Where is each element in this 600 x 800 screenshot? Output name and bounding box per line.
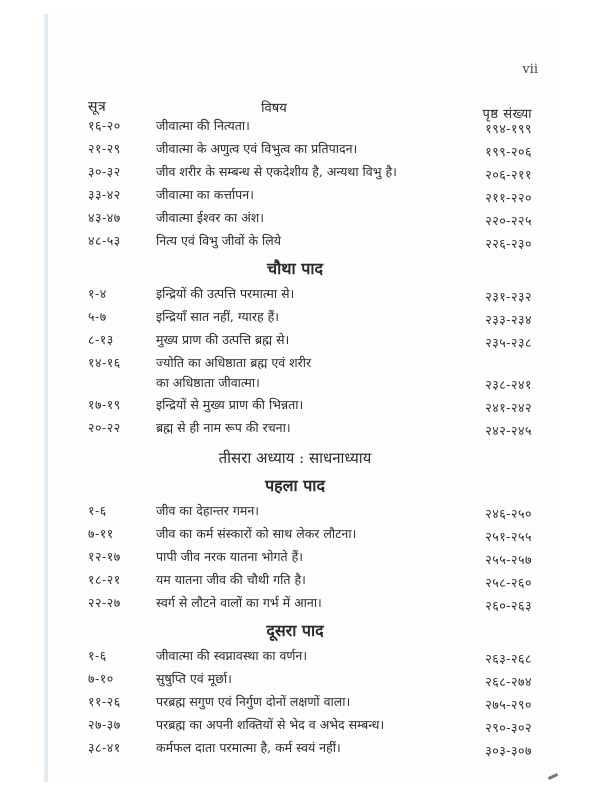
toc-row [88, 395, 532, 418]
topic-text: यम यातना जीव की चौथी गति है। [156, 572, 306, 587]
topic-text: जीव का कर्म संस्कारों को साथ लेकर लौटना। [156, 526, 357, 541]
page-number: vii [522, 62, 538, 77]
page-range: २५५-२५७ [485, 552, 532, 567]
page-range: २३५-२३८ [485, 335, 532, 350]
page-range: ३०३-३०७ [485, 743, 532, 758]
table-of-contents [88, 88, 532, 761]
topic-text: सुषुप्ति एवं मूर्छा। [156, 671, 232, 686]
sutra-range: ११-२६ [88, 694, 121, 709]
section-title: चौथा पाद [267, 259, 323, 278]
page-range: २५८-२६० [485, 575, 532, 590]
toc-row [88, 570, 532, 593]
toc-row [88, 162, 532, 185]
topic-line-2: का अधिष्ठाता जीवात्मा। [156, 375, 260, 390]
page-range: १९९-२०६ [485, 144, 532, 159]
toc-row [88, 547, 532, 570]
chapter-title: तीसरा अध्याय : साधनाध्याय [218, 449, 372, 467]
page-range: २६८-२७४ [485, 674, 532, 689]
sutra-range: १-६ [88, 503, 107, 518]
toc-row [88, 715, 532, 738]
toc-row [88, 307, 532, 330]
header-sutra: सूत्र [88, 99, 107, 115]
toc-row [88, 593, 532, 616]
toc-row [88, 692, 532, 715]
topic-text: इन्द्रियों की उत्पत्ति परमात्मा से। [156, 286, 295, 301]
page-range: २६०-२६३ [485, 598, 532, 613]
topic-text: जीवात्मा की नित्यता। [156, 118, 250, 133]
toc-row [88, 208, 532, 231]
toc-row [88, 501, 532, 524]
topic-text: जीव का देहान्तर गमन। [156, 503, 260, 518]
header-page: पृष्ठ संख्या [482, 107, 532, 122]
sutra-range: १८-२१ [88, 572, 121, 587]
sutra-range: १२-१७ [88, 549, 121, 564]
sutra-range: ७-१० [88, 671, 114, 686]
topic-line-1: ज्योति का अधिष्ठाता ब्रह्म एवं शरीर [156, 355, 312, 370]
page-range: २७५-२९० [485, 697, 532, 712]
page-range: २९०-३०२ [485, 720, 532, 735]
sutra-range: २०-२२ [88, 420, 121, 435]
sutra-range: १६-२० [88, 118, 121, 133]
page-range: २२०-२२५ [485, 213, 532, 228]
sutra-range: ३८-४१ [88, 740, 121, 755]
toc-row [88, 418, 532, 441]
sutra-range: २१-२९ [88, 141, 121, 156]
topic-text: जीवात्मा ईश्वर का अंश। [156, 210, 264, 225]
topic-text: परब्रह्म सगुण एवं निर्गुण दोनों लक्षणों वाला। [156, 694, 351, 709]
toc-row [88, 669, 532, 692]
section-second-pada [88, 616, 532, 761]
section-continued [88, 116, 532, 254]
sutra-range: ८-१३ [88, 332, 114, 347]
page-range: २११-२२० [485, 190, 532, 205]
page-range: २०६-२११ [485, 167, 532, 182]
section-title: पहला पाद [265, 476, 325, 495]
toc-row [88, 646, 532, 669]
page-range: २४१-२४२ [485, 400, 532, 415]
topic-text: जीव शरीर के सम्बन्ध से एकदेशीय है, अन्यथा विभु है। [156, 164, 397, 179]
sutra-range: १४-१६ [88, 355, 121, 370]
page-range: २५१-२५५ [485, 529, 532, 544]
sutra-range: ४३-४७ [88, 210, 121, 225]
sutra-range: २७-३७ [88, 717, 121, 732]
sutra-range: ३३-४२ [88, 187, 121, 202]
section-fourth-pada [88, 254, 532, 441]
header-topic: विषय [261, 101, 287, 116]
topic-text: पापी जीव नरक यातना भोगते हैं। [156, 549, 304, 564]
toc-row [88, 139, 532, 162]
page-range: २३३-२३४ [485, 312, 532, 327]
toc-header [88, 88, 532, 122]
topic-text: इन्द्रियाँ सात नहीं, ग्यारह हैं। [156, 309, 279, 324]
sutra-range: १-४ [88, 286, 107, 301]
toc-row [88, 284, 532, 307]
section-first-pada [88, 445, 532, 616]
topic-text: जीवात्मा का कर्त्तापन। [156, 187, 254, 202]
toc-row [88, 738, 532, 761]
page-range: २६३-२६८ [485, 651, 532, 666]
page-range: १९४-१९९ [485, 121, 532, 136]
sutra-range: १-६ [88, 648, 107, 663]
toc-row [88, 330, 532, 353]
topic-text: इन्द्रियों से मुख्य प्राण की भिन्नता। [156, 397, 304, 412]
page-range: २४२-२४५ [485, 423, 532, 438]
topic-text: नित्य एवं विभु जीवों के लिये [156, 233, 282, 248]
topic-text: जीवात्मा के अणुत्व एवं विभुत्व का प्रतिपादन। [156, 141, 358, 156]
topic-text: परब्रह्म का अपनी शक्तियों से भेद व अभेद सम्बन्ध। [156, 717, 385, 732]
toc-row [88, 524, 532, 547]
topic-text: जीवात्मा की स्वप्नावस्था का वर्णन। [156, 648, 308, 663]
sutra-range: १७-१९ [88, 397, 121, 412]
section-title: दूसरा पाद [266, 621, 324, 640]
page-range: २३१-२३२ [485, 289, 532, 304]
topic-text [152, 353, 432, 393]
sutra-range: ३०-३२ [88, 164, 121, 179]
topic-text: मुख्य प्राण की उत्पत्ति ब्रह्म से। [156, 332, 290, 347]
page-range: २३८-२४१ [485, 377, 532, 392]
toc-row [88, 231, 532, 254]
toc-row [88, 185, 532, 208]
topic-text: ब्रह्म से ही नाम रूप की रचना। [156, 420, 291, 435]
page-range: २२६-२३० [485, 236, 532, 251]
topic-text: स्वर्ग से लौटने वालों का गर्भ में आना। [156, 595, 322, 610]
sutra-range: २२-२७ [88, 595, 121, 610]
toc-row [88, 353, 532, 395]
page-range: २४६-२५० [485, 506, 532, 521]
topic-text: कर्मफल दाता परमात्मा है, कर्म स्वयं नहीं। [156, 740, 341, 755]
sutra-range: ४८-५३ [88, 233, 121, 248]
sutra-range: ५-७ [88, 309, 107, 324]
sutra-range: ७-११ [88, 526, 114, 541]
